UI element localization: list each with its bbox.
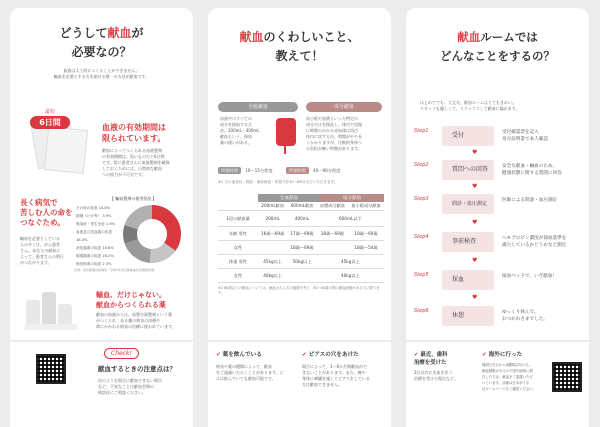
step-label: Step5	[414, 272, 429, 278]
step-label: Step1	[414, 128, 429, 134]
desc-line: 血小板や血漿といった特定の	[306, 116, 358, 121]
intro	[10, 68, 193, 80]
table-cell: 45kg以上	[317, 255, 384, 269]
check-icon: ✔	[482, 352, 487, 358]
intro-line: スタッフも優しくて、リラックスして献血に臨めます。	[420, 106, 520, 111]
legend-item: 感染症・寄生虫症 1.9%	[76, 222, 116, 226]
title-text: が	[131, 26, 144, 40]
whole-desc	[220, 116, 268, 146]
title-text: どうして	[59, 26, 108, 40]
body-line: 治療を受けた場合など。	[414, 376, 458, 381]
desc-line: 成分だけを採血し、体内で回復	[306, 122, 362, 127]
body-line: 人の多くは、がん患者	[20, 242, 60, 247]
row-sublabel: 男性	[238, 258, 248, 264]
body-line: がつながります。	[20, 260, 52, 265]
section3-heading	[96, 290, 166, 310]
section2-heading	[20, 198, 73, 228]
donut-center-value: 34.9%	[139, 235, 165, 243]
table-cell: 18歳〜69歳	[348, 227, 384, 241]
table-header-component: 成分献血	[320, 194, 384, 202]
check-icon: ✔	[216, 352, 221, 358]
col-header: 400mL献血	[287, 202, 316, 211]
desc-line: くかかりますが、比較的身体へ	[306, 140, 362, 145]
time-row	[218, 168, 384, 174]
heading-line: 献血からつくられる薬	[96, 301, 166, 309]
badge-value: 6日間	[30, 116, 70, 129]
time-whole: 10〜15分程度	[245, 168, 273, 173]
body-line: いています。詳細は日本赤十字	[482, 381, 530, 385]
heart-icon: ♥	[472, 219, 478, 226]
body-line: の有効期間は、短いものだと6日間	[102, 154, 165, 159]
body-line: 輸血を必要としている	[20, 236, 60, 241]
table-cell: 16歳〜69歳	[258, 227, 287, 241]
donut-source: 出典：東京都福祉保健局「令和4年東京都輸血状況調査結果」	[74, 268, 157, 272]
body-line: 検診医にご相談ください。	[98, 390, 146, 395]
body-line: 命にかかわる病気の治療に使われています。	[96, 324, 176, 329]
desc-line: 献血という。採血	[220, 134, 252, 139]
body-line: 献血の血液からは、血漿分画製剤という薬	[96, 312, 172, 317]
step-collection	[414, 270, 579, 292]
shortest-badge	[30, 108, 70, 138]
heading-line: 血液の有効期間は	[102, 123, 166, 132]
step-name: 採血	[442, 270, 494, 290]
section3-body	[96, 312, 190, 330]
step-desc: 安全な献血・輸血のため、 健康状態に関する質問に回答	[502, 164, 562, 176]
table-cell	[287, 269, 316, 283]
legend-item: 損傷（けが等） 3.9%	[76, 214, 112, 218]
step-label: Step2	[414, 162, 429, 168]
body-line: 次のような場合に献血できない場合	[98, 378, 162, 383]
title-accent: 献血	[457, 30, 481, 44]
table-row	[218, 269, 384, 283]
heading-line: 苦しむ人の命を	[20, 208, 73, 217]
donut-title: 【 輸血製剤の使用状況 】	[110, 196, 157, 201]
table-cell: 40kg以上	[317, 269, 384, 283]
requirements-table	[218, 194, 384, 296]
requirements-grid	[218, 202, 384, 283]
body-line: など、不安なことは献血会場の	[98, 384, 154, 389]
row-sublabel: 男性	[238, 230, 248, 236]
check-bubble: Check!	[104, 348, 139, 359]
footer-body	[98, 378, 188, 396]
step-label: Step4	[414, 234, 429, 240]
table-cell: 600mL以下	[317, 211, 384, 227]
body-line: 帰国日当日から4週間以内の方。	[482, 363, 532, 367]
qr-code[interactable]	[36, 354, 66, 384]
row-label: 体重	[228, 258, 238, 264]
table-cell: 18歳〜69歳	[317, 227, 348, 241]
blood-bag-illustration	[274, 114, 300, 154]
heading-line: 輸血、だけじゃない。	[96, 291, 166, 299]
step-desc: 受付確認票を記入 身分証明書で本人確認	[502, 130, 548, 142]
legend-item: 血液及び造血器の疾患 18.3%	[76, 230, 112, 242]
check-icon: ✔	[302, 352, 307, 358]
table-row	[218, 255, 384, 269]
table-cell: 18歳〜69歳	[287, 241, 316, 255]
card-title: ✔ 最近、歯科 治療を受けた	[414, 352, 448, 366]
col-header: 血小板成分献血	[348, 202, 384, 211]
panel2-title	[208, 28, 391, 66]
time-label-component: 所要時間	[286, 167, 309, 174]
step-name: 事前検査	[442, 232, 494, 252]
title-line2: 教えて！	[275, 49, 324, 63]
legend-item: その他の疾患 14.8%	[76, 206, 111, 210]
panel1-title	[10, 24, 193, 62]
title-text: ルームでは	[480, 30, 538, 44]
time-component: 40〜90分程度	[312, 168, 341, 173]
body-line: をご遠慮いただくことがあります。ピ	[216, 370, 284, 375]
section1-body	[102, 148, 188, 178]
heading-line: 長く病気で	[20, 198, 58, 207]
body-line: 身体に刺繍を施してピアスをしている	[302, 376, 370, 381]
body-line: 献血制限があるので国や地域に滞	[482, 369, 533, 373]
table-header-whole: 全血献血	[258, 194, 320, 202]
desc-line: 法。200mL・400mL	[220, 128, 260, 133]
step-label: Step6	[414, 308, 429, 314]
row-sublabel: 女性	[218, 241, 258, 255]
table-cell: 40kg以上	[258, 269, 287, 283]
row-sublabel: 女性	[218, 269, 258, 283]
desc-line: に時間のかかる赤血球は再び	[306, 128, 358, 133]
intro-line: はじめてでも、大丈夫。献血ルームはとてもきれい。	[420, 100, 516, 105]
step-desc: ヘモグロビン濃度が採血基準を 満たしているかどうかなど測定	[502, 236, 567, 248]
footer-card	[298, 342, 391, 427]
step-questions	[414, 160, 579, 182]
step-name: 休憩	[442, 306, 494, 326]
row-label: 1回の献血量	[218, 211, 258, 227]
body-line: しておくためには、日常的な献血	[102, 166, 162, 171]
table-row	[218, 202, 384, 211]
heading-line: つなぐため。	[20, 218, 65, 227]
body-line: 献血によってつくられる血液製剤	[102, 148, 162, 153]
donut-chart	[122, 204, 182, 264]
panel-details	[208, 8, 391, 340]
heart-icon: ♥	[472, 294, 478, 301]
title-line2: どんなことをするの？	[440, 49, 555, 63]
card-title: ✔ 海外に行った	[482, 352, 523, 358]
intro	[420, 100, 580, 112]
heart-icon: ♥	[472, 257, 478, 264]
table-row	[218, 211, 384, 227]
step-reception	[414, 126, 579, 148]
intro-line: 輸血を必要とする方を助ける唯一の方法が献血です。	[53, 74, 150, 79]
footer-card	[406, 342, 478, 427]
panel-donation-room	[406, 8, 589, 340]
table-note: ※2 65歳以上の献血については、献血される方の健康を考え、60〜64歳の間に献血経験がある方に限ります。	[218, 286, 380, 295]
legend-item: 消化器系の疾患 10.6%	[76, 246, 114, 250]
panel3-title	[406, 28, 589, 66]
panel3-footer	[406, 342, 589, 427]
step-name: 受付	[442, 126, 494, 146]
card-title: ✔ ピアスの穴をあけた	[302, 352, 359, 358]
badge-label: 最短	[44, 109, 55, 115]
table-cell	[258, 241, 287, 255]
step-label: Step3	[414, 196, 429, 202]
body-line: 在した方は、献血をご遠慮いただ	[482, 375, 533, 379]
panel2-footer	[208, 342, 391, 427]
table-cell: 50kg以上	[287, 255, 316, 269]
desc-line: 体内に戻す方法。時間がやや長	[306, 134, 362, 139]
legend-item: 筋骨格系の疾患 2.3%	[76, 262, 112, 266]
card-title: ✔ 薬を飲んでいる	[216, 352, 262, 358]
table-cell: 18歳〜54歳	[348, 241, 384, 255]
body-line: さん。あなたの献血に	[20, 248, 61, 253]
section2-body	[20, 236, 80, 266]
body-line: きないことがあります。また、痩や	[302, 370, 366, 375]
desc-line: 量の違いがある。	[220, 140, 252, 145]
table-cell: 200mL	[258, 211, 287, 227]
desc-line: 成分を採血する方	[220, 122, 252, 127]
step-name: 問診・血圧測定	[442, 194, 494, 214]
col-header: 200mL献血	[258, 202, 287, 211]
row-label: 年齢	[228, 230, 238, 236]
table-cell	[317, 241, 348, 255]
donut-legend	[76, 204, 120, 268]
step-desc: 採血ベッドで、いざ献血！	[502, 274, 558, 279]
step-desc: ゆっくり休んで、 おつかれさまでした。	[502, 310, 548, 322]
time-note: ※1 その他受付・問診・事前検査・休憩で計30〜60分ほどいただきます。	[218, 180, 338, 184]
body-line: ルは飲んでいても献血可能です。	[216, 376, 276, 381]
step-pretest	[414, 232, 579, 254]
footer-card	[478, 342, 589, 427]
svg-text:悪性新生物: 悪性新生物	[142, 229, 162, 234]
check-icon: ✔	[414, 352, 419, 358]
panel-why-donate	[10, 8, 193, 340]
step-desc: 医師による問診・血圧測定	[502, 198, 558, 203]
heart-icon: ♥	[472, 149, 478, 156]
body-line: 病気や薬の種類によって、献血	[216, 364, 272, 369]
qr-code[interactable]	[552, 362, 582, 392]
heading-line: 限られています。	[102, 134, 166, 143]
table-row	[218, 227, 384, 241]
body-line: です。常に患者さんに血液製剤を確保	[102, 160, 170, 165]
title-accent: 献血	[239, 30, 264, 44]
desc-line: 血液中のすべての	[220, 116, 252, 121]
step-rest	[414, 306, 579, 328]
title-text: のくわしいこと、	[263, 30, 360, 44]
body-line: がつくられ、ある種の病気の治療や	[96, 318, 161, 323]
footer-title: 献血するときの注意点は？	[98, 365, 176, 373]
body-line: よって、患者さんの明日	[20, 254, 64, 259]
table-row	[218, 241, 384, 255]
desc-line: の負担が軽い特徴があります。	[306, 146, 362, 151]
title-accent: 献血	[107, 26, 132, 40]
step-name: 質問への回答	[442, 160, 494, 180]
tab-component: 成分献血	[306, 102, 382, 112]
body-line: 方は献血できません。	[302, 382, 343, 387]
step-exam	[414, 194, 579, 216]
col-header: 血漿成分献血	[317, 202, 348, 211]
table-cell: 45kg以上	[258, 255, 287, 269]
section1-heading	[102, 122, 166, 144]
tab-whole: 全血献血	[218, 102, 298, 112]
time-label-whole: 所要時間	[218, 167, 241, 174]
component-desc	[306, 116, 386, 152]
medicine-bottles	[22, 288, 82, 334]
panel1-footer	[10, 342, 193, 427]
body-line: 3日以内に出血を伴う	[414, 370, 453, 375]
footer-card	[208, 342, 298, 427]
body-line: への協力が不可欠です。	[102, 172, 146, 177]
body-line: 場合によって、1〜6か月間献血がで	[302, 364, 368, 369]
legend-item: 循環器系の疾患 16.2%	[76, 254, 114, 258]
heart-icon: ♥	[472, 183, 478, 190]
body-line: 社ホームページをご確認ください。	[482, 387, 537, 391]
table-cell: 400mL	[287, 211, 316, 227]
title-line2: 必要なの？	[71, 45, 132, 59]
table-cell: 17歳〜69歳	[287, 227, 316, 241]
intro-line: 血液は人工的につくることができません。	[63, 68, 140, 73]
